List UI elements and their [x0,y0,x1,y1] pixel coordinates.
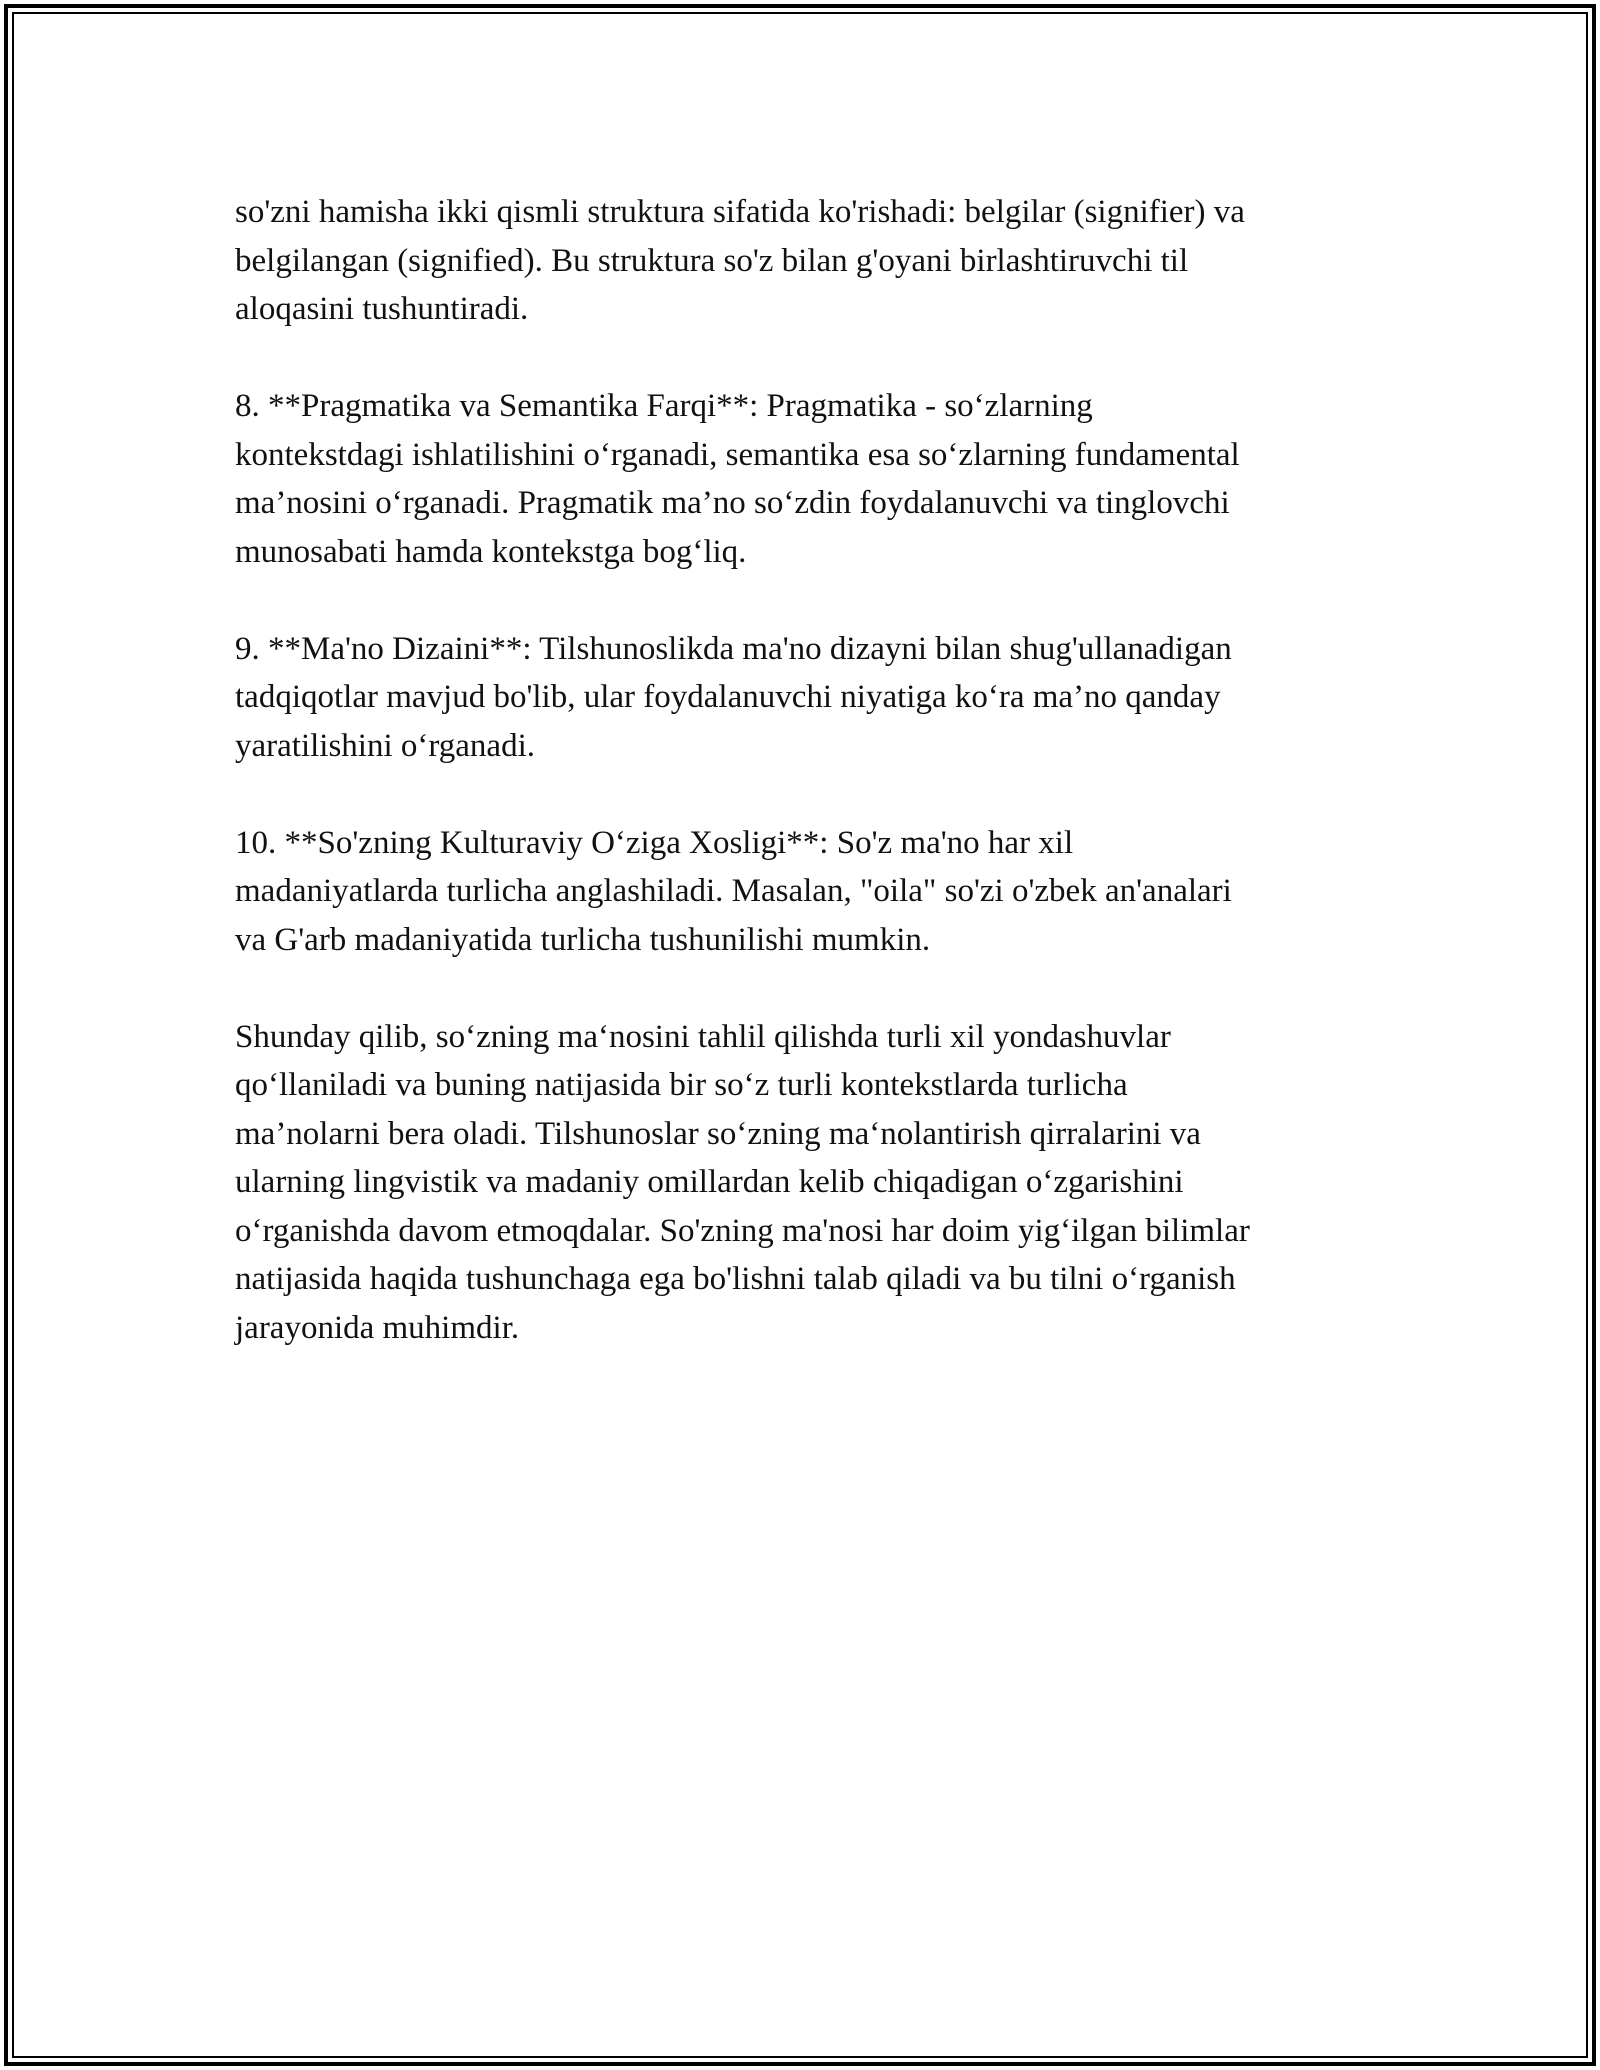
text-line: 8. **Pragmatika va Semantika Farqi**: Pragmatika - so‘zlarning [235,388,1093,424]
text-line: 10. **So'zning Kulturaviy O‘ziga Xosligi**: So'z ma'no har xil [235,824,1074,861]
text-line: qo‘llaniladi va buning natijasida bir so‘z turli kontekstlarda turlicha [235,1067,1128,1103]
text-line: aloqasini tushuntiradi. [235,291,529,327]
document-body [235,188,1370,1401]
paragraph-saussure-continuation [235,188,1370,334]
text-line: madaniyatlarda turlicha anglashiladi. Masalan, "oila" so'zi o'zbek an'analari [235,873,1232,909]
text-line: 9. **Ma'no Dizaini**: Tilshunoslikda ma'no dizayni bilan shug'ullanadigan [235,630,1232,667]
text-line: munosabati hamda kontekstga bog‘liq. [235,533,747,570]
text-line: so'zni hamisha ikki qismli struktura sifatida ko'rishadi: belgilar (signifier) va [235,194,1245,230]
text-line: belgilangan (signified). Bu struktura so'z bilan g'oyani birlashtiruvchi til [235,242,1189,279]
text-line: ularning lingvistik va madaniy omillardan kelib chiqadigan o‘zgarishini [235,1164,1184,1200]
text-line: ma’nosini o‘rganadi. Pragmatik ma’no so‘zdin foydalanuvchi va tinglovchi [235,485,1230,521]
text-line: va G'arb madaniyatida turlicha tushunilishi mumkin. [235,921,931,958]
text-line: kontekstdagi ishlatilishini o‘rganadi, semantika esa so‘zlarning fundamental [235,436,1240,473]
text-line: Shunday qilib, so‘zning ma‘nosini tahlil qilishda turli xil yondashuvlar [235,1018,1171,1055]
text-line: natijasida haqida tushunchaga ega bo'lishni talab qiladi va bu tilni o‘rganish [235,1261,1236,1297]
paragraph-item-8 [235,382,1370,576]
text-line: o‘rganishda davom etmoqdalar. So'zning ma'nosi har doim yig‘ilgan bilimlar [235,1212,1250,1249]
text-line: tadqiqotlar mavjud bo'lib, ular foydalanuvchi niyatiga ko‘ra ma’no qanday [235,679,1221,715]
text-line: yaratilishini o‘rganadi. [235,727,535,764]
text-line: ma’nolarni bera oladi. Tilshunoslar so‘zning ma‘nolantirish qirralarini va [235,1115,1201,1152]
paragraph-item-10 [235,819,1370,965]
paragraph-item-9 [235,625,1370,771]
text-line: jarayonida muhimdir. [235,1309,520,1346]
paragraph-conclusion [235,1013,1370,1353]
